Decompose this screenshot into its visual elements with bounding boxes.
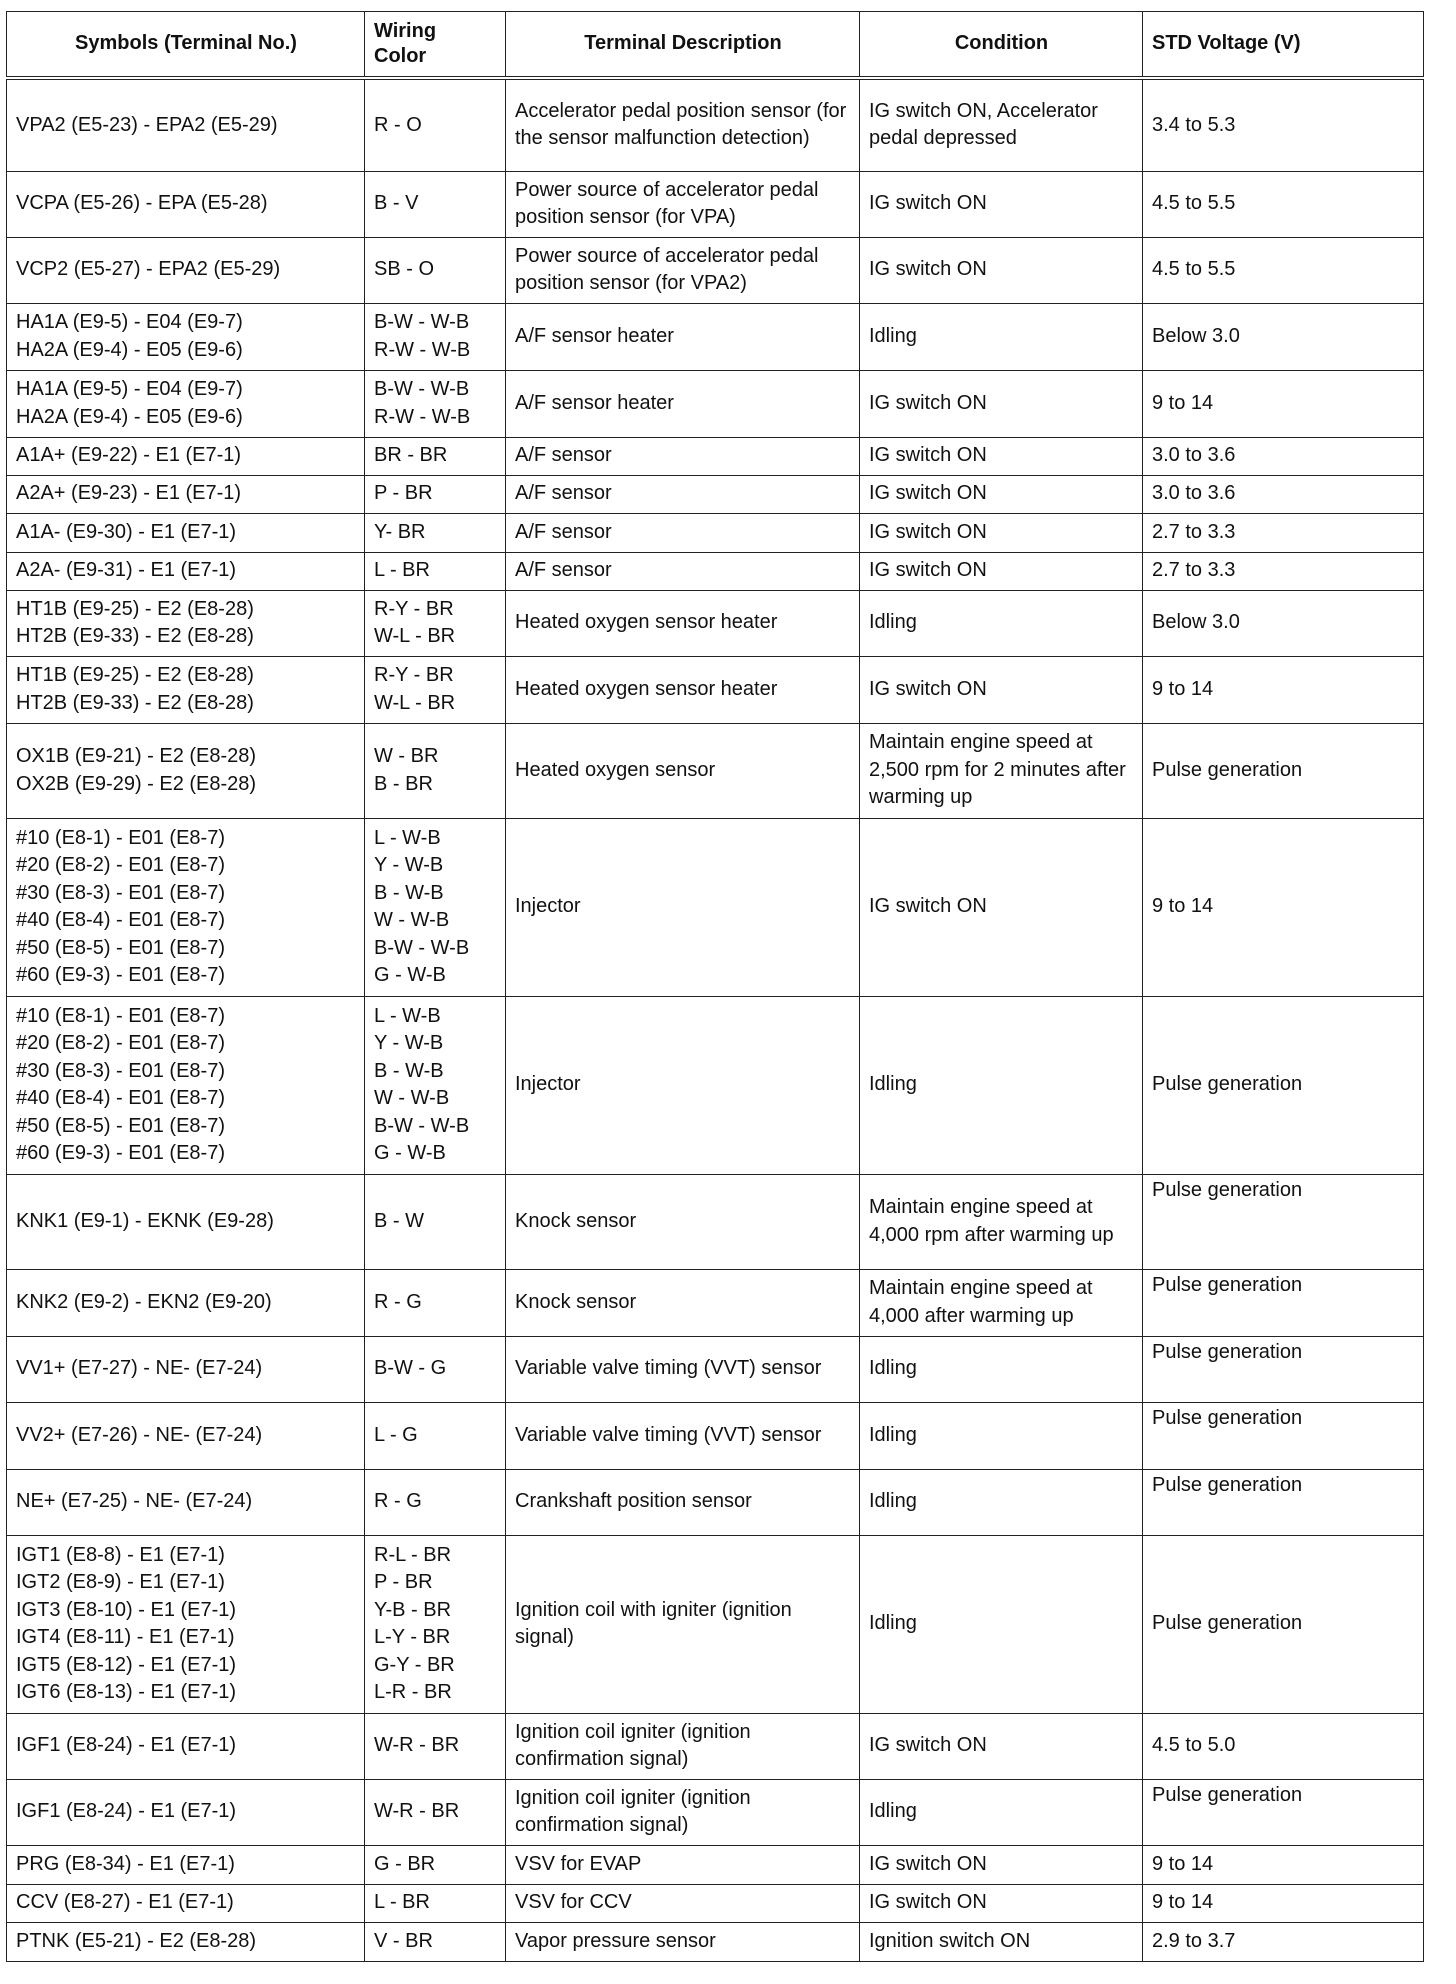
table-body: [7, 78, 1424, 1961]
cell-symbols: CCV (E8-27) - E1 (E7-1): [7, 1884, 365, 1922]
cell-description: Heated oxygen sensor heater: [506, 656, 860, 723]
cell-wiring: W-R - BR: [365, 1713, 506, 1779]
cell-description: VSV for EVAP: [506, 1845, 860, 1884]
cell-voltage: Pulse generation: [1143, 1336, 1424, 1402]
cell-voltage: 3.4 to 5.3: [1143, 78, 1424, 171]
table-row: [7, 1713, 1424, 1779]
cell-condition: Idling: [860, 996, 1143, 1174]
cell-condition: IG switch ON: [860, 475, 1143, 513]
cell-condition: Idling: [860, 303, 1143, 370]
cell-description: A/F sensor: [506, 475, 860, 513]
cell-condition: Ignition switch ON: [860, 1922, 1143, 1961]
cell-description: Knock sensor: [506, 1174, 860, 1269]
cell-condition: Maintain engine speed at 4,000 rpm after warming up: [860, 1174, 1143, 1269]
table-row: [7, 370, 1424, 437]
cell-voltage: 3.0 to 3.6: [1143, 437, 1424, 475]
cell-description: Knock sensor: [506, 1269, 860, 1336]
cell-condition: IG switch ON: [860, 171, 1143, 237]
cell-description: A/F sensor: [506, 513, 860, 552]
cell-description: Injector: [506, 818, 860, 996]
cell-description: Heated oxygen sensor heater: [506, 590, 860, 656]
table-row: [7, 1174, 1424, 1269]
cell-symbols: NE+ (E7-25) - NE- (E7-24): [7, 1469, 365, 1535]
table-row: [7, 1845, 1424, 1884]
table-row: [7, 1402, 1424, 1469]
cell-description: Crankshaft position sensor: [506, 1469, 860, 1535]
cell-wiring: BR - BR: [365, 437, 506, 475]
cell-symbols: A1A- (E9-30) - E1 (E7-1): [7, 513, 365, 552]
cell-condition: IG switch ON: [860, 552, 1143, 590]
table-row: [7, 1535, 1424, 1713]
cell-symbols: PTNK (E5-21) - E2 (E8-28): [7, 1922, 365, 1961]
cell-voltage: Below 3.0: [1143, 590, 1424, 656]
cell-condition: Maintain engine speed at 4,000 after warming up: [860, 1269, 1143, 1336]
cell-voltage: 2.7 to 3.3: [1143, 513, 1424, 552]
cell-description: Accelerator pedal position sensor (for the sensor malfunction detection): [506, 78, 860, 171]
cell-wiring: B - V: [365, 171, 506, 237]
header-terminal-description: Terminal Description: [506, 12, 860, 79]
table-row: [7, 437, 1424, 475]
table-row: [7, 171, 1424, 237]
table-header: [7, 12, 1424, 79]
cell-voltage: 4.5 to 5.5: [1143, 171, 1424, 237]
cell-symbols: VPA2 (E5-23) - EPA2 (E5-29): [7, 78, 365, 171]
cell-symbols: VCPA (E5-26) - EPA (E5-28): [7, 171, 365, 237]
cell-symbols: IGT1 (E8-8) - E1 (E7-1) IGT2 (E8-9) - E1 (E7-1) IGT3 (E8-10) - E1 (E7-1) IGT4 (E8-11) - E1 (E7-1) IGT5 (E8-12) - E1 (E7-1) IGT6 (E8-13) - E1 (E7-1): [7, 1535, 365, 1713]
cell-wiring: R-L - BR P - BR Y-B - BR L-Y - BR G-Y - BR L-R - BR: [365, 1535, 506, 1713]
cell-wiring: L - BR: [365, 552, 506, 590]
table-row: [7, 996, 1424, 1174]
table-row: [7, 818, 1424, 996]
table-row: [7, 1779, 1424, 1845]
table-row: [7, 475, 1424, 513]
header-symbols: Symbols (Terminal No.): [7, 12, 365, 79]
cell-wiring: R - G: [365, 1269, 506, 1336]
table-row: [7, 1469, 1424, 1535]
cell-wiring: W-R - BR: [365, 1779, 506, 1845]
cell-voltage: 9 to 14: [1143, 370, 1424, 437]
table-row: [7, 1336, 1424, 1402]
cell-description: Ignition coil igniter (ignition confirmation signal): [506, 1713, 860, 1779]
cell-description: A/F sensor heater: [506, 303, 860, 370]
cell-symbols: A2A+ (E9-23) - E1 (E7-1): [7, 475, 365, 513]
cell-condition: IG switch ON: [860, 370, 1143, 437]
cell-description: Variable valve timing (VVT) sensor: [506, 1336, 860, 1402]
cell-condition: IG switch ON: [860, 818, 1143, 996]
table-row: [7, 723, 1424, 818]
table-row: [7, 590, 1424, 656]
cell-symbols: OX1B (E9-21) - E2 (E8-28) OX2B (E9-29) - E2 (E8-28): [7, 723, 365, 818]
cell-condition: Idling: [860, 1779, 1143, 1845]
cell-symbols: PRG (E8-34) - E1 (E7-1): [7, 1845, 365, 1884]
cell-condition: Idling: [860, 1535, 1143, 1713]
cell-wiring: R - O: [365, 78, 506, 171]
table-row: [7, 1922, 1424, 1961]
header-condition: Condition: [860, 12, 1143, 79]
cell-wiring: B-W - G: [365, 1336, 506, 1402]
cell-symbols: HA1A (E9-5) - E04 (E9-7) HA2A (E9-4) - E05 (E9-6): [7, 370, 365, 437]
cell-symbols: IGF1 (E8-24) - E1 (E7-1): [7, 1779, 365, 1845]
cell-symbols: HT1B (E9-25) - E2 (E8-28) HT2B (E9-33) - E2 (E8-28): [7, 590, 365, 656]
cell-wiring: R-Y - BR W-L - BR: [365, 590, 506, 656]
cell-voltage: Pulse generation: [1143, 996, 1424, 1174]
cell-wiring: V - BR: [365, 1922, 506, 1961]
cell-description: Ignition coil igniter (ignition confirmation signal): [506, 1779, 860, 1845]
cell-wiring: P - BR: [365, 475, 506, 513]
cell-voltage: Pulse generation: [1143, 1469, 1424, 1535]
cell-description: A/F sensor heater: [506, 370, 860, 437]
cell-wiring: B-W - W-B R-W - W-B: [365, 303, 506, 370]
cell-condition: IG switch ON: [860, 437, 1143, 475]
cell-condition: Idling: [860, 590, 1143, 656]
cell-condition: Maintain engine speed at 2,500 rpm for 2 minutes after warming up: [860, 723, 1143, 818]
cell-voltage: 9 to 14: [1143, 1845, 1424, 1884]
cell-voltage: 4.5 to 5.0: [1143, 1713, 1424, 1779]
cell-symbols: HT1B (E9-25) - E2 (E8-28) HT2B (E9-33) - E2 (E8-28): [7, 656, 365, 723]
cell-symbols: A1A+ (E9-22) - E1 (E7-1): [7, 437, 365, 475]
cell-description: VSV for CCV: [506, 1884, 860, 1922]
cell-description: Injector: [506, 996, 860, 1174]
cell-voltage: Pulse generation: [1143, 1402, 1424, 1469]
cell-wiring: SB - O: [365, 237, 506, 303]
terminal-voltage-table: [6, 11, 1424, 1962]
cell-description: Power source of accelerator pedal position sensor (for VPA2): [506, 237, 860, 303]
cell-symbols: #10 (E8-1) - E01 (E8-7) #20 (E8-2) - E01 (E8-7) #30 (E8-3) - E01 (E8-7) #40 (E8-4) - E01 (E8-7) #50 (E8-5) - E01 (E8-7) #60 (E9-3) - E01 (E8-7): [7, 996, 365, 1174]
cell-condition: IG switch ON: [860, 656, 1143, 723]
cell-voltage: Pulse generation: [1143, 1269, 1424, 1336]
cell-condition: Idling: [860, 1336, 1143, 1402]
cell-symbols: IGF1 (E8-24) - E1 (E7-1): [7, 1713, 365, 1779]
cell-symbols: #10 (E8-1) - E01 (E8-7) #20 (E8-2) - E01 (E8-7) #30 (E8-3) - E01 (E8-7) #40 (E8-4) - E01 (E8-7) #50 (E8-5) - E01 (E8-7) #60 (E9-3) - E01 (E8-7): [7, 818, 365, 996]
cell-condition: Idling: [860, 1402, 1143, 1469]
cell-voltage: 2.9 to 3.7: [1143, 1922, 1424, 1961]
header-std-voltage: STD Voltage (V): [1143, 12, 1424, 79]
cell-symbols: VV2+ (E7-26) - NE- (E7-24): [7, 1402, 365, 1469]
table-row: [7, 513, 1424, 552]
cell-voltage: Pulse generation: [1143, 1535, 1424, 1713]
table-row: [7, 1269, 1424, 1336]
cell-condition: IG switch ON: [860, 1845, 1143, 1884]
cell-voltage: 9 to 14: [1143, 818, 1424, 996]
cell-condition: IG switch ON: [860, 1713, 1143, 1779]
cell-description: Variable valve timing (VVT) sensor: [506, 1402, 860, 1469]
cell-condition: IG switch ON: [860, 513, 1143, 552]
cell-symbols: VCP2 (E5-27) - EPA2 (E5-29): [7, 237, 365, 303]
cell-symbols: KNK1 (E9-1) - EKNK (E9-28): [7, 1174, 365, 1269]
cell-wiring: L - W-B Y - W-B B - W-B W - W-B B-W - W-B G - W-B: [365, 818, 506, 996]
cell-description: Ignition coil with igniter (ignition signal): [506, 1535, 860, 1713]
cell-symbols: A2A- (E9-31) - E1 (E7-1): [7, 552, 365, 590]
cell-voltage: Pulse generation: [1143, 1174, 1424, 1269]
cell-condition: IG switch ON: [860, 237, 1143, 303]
cell-description: Vapor pressure sensor: [506, 1922, 860, 1961]
cell-condition: IG switch ON: [860, 1884, 1143, 1922]
cell-wiring: L - G: [365, 1402, 506, 1469]
cell-wiring: R - G: [365, 1469, 506, 1535]
cell-voltage: Pulse generation: [1143, 1779, 1424, 1845]
cell-voltage: 2.7 to 3.3: [1143, 552, 1424, 590]
document-page: [6, 11, 1423, 1962]
cell-voltage: 9 to 14: [1143, 1884, 1424, 1922]
table-row: [7, 1884, 1424, 1922]
cell-condition: IG switch ON, Accelerator pedal depressed: [860, 78, 1143, 171]
cell-wiring: L - BR: [365, 1884, 506, 1922]
table-row: [7, 552, 1424, 590]
cell-symbols: VV1+ (E7-27) - NE- (E7-24): [7, 1336, 365, 1402]
cell-condition: Idling: [860, 1469, 1143, 1535]
cell-description: Power source of accelerator pedal position sensor (for VPA): [506, 171, 860, 237]
cell-voltage: 9 to 14: [1143, 656, 1424, 723]
table-row: [7, 656, 1424, 723]
cell-wiring: Y- BR: [365, 513, 506, 552]
cell-voltage: 4.5 to 5.5: [1143, 237, 1424, 303]
table-row: [7, 303, 1424, 370]
cell-description: A/F sensor: [506, 437, 860, 475]
header-wiring-color: Wiring Color: [365, 12, 506, 79]
cell-symbols: KNK2 (E9-2) - EKN2 (E9-20): [7, 1269, 365, 1336]
cell-wiring: L - W-B Y - W-B B - W-B W - W-B B-W - W-B G - W-B: [365, 996, 506, 1174]
cell-voltage: Pulse generation: [1143, 723, 1424, 818]
cell-description: Heated oxygen sensor: [506, 723, 860, 818]
cell-wiring: B-W - W-B R-W - W-B: [365, 370, 506, 437]
table-row: [7, 237, 1424, 303]
cell-wiring: B - W: [365, 1174, 506, 1269]
cell-wiring: G - BR: [365, 1845, 506, 1884]
cell-wiring: R-Y - BR W-L - BR: [365, 656, 506, 723]
cell-voltage: Below 3.0: [1143, 303, 1424, 370]
cell-voltage: 3.0 to 3.6: [1143, 475, 1424, 513]
table-row: [7, 78, 1424, 171]
cell-description: A/F sensor: [506, 552, 860, 590]
cell-wiring: W - BR B - BR: [365, 723, 506, 818]
cell-symbols: HA1A (E9-5) - E04 (E9-7) HA2A (E9-4) - E05 (E9-6): [7, 303, 365, 370]
